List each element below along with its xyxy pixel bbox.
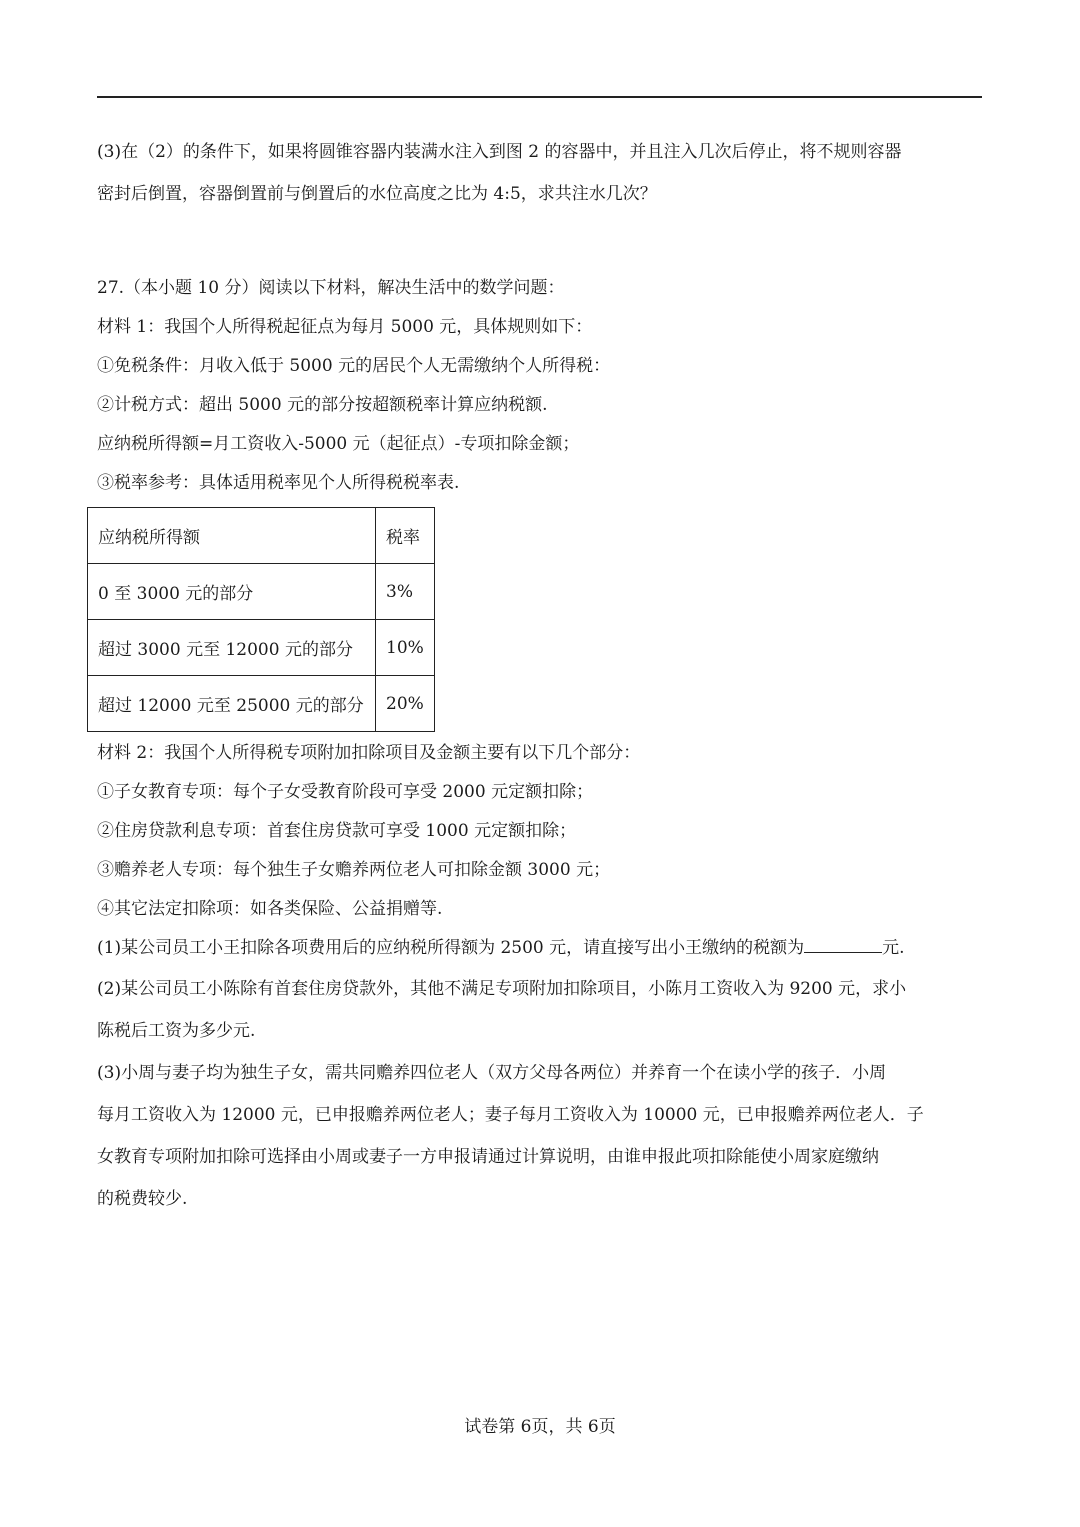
q27-part3-line2: 每月工资收入为 12000 元，已申报赡养两位老人；妻子每月工资收入为 10000 元，已申报赡养两位老人．子 [97, 1105, 924, 1125]
q27-part3-line4: 的税费较少. [97, 1189, 188, 1209]
page-content [97, 131, 987, 1220]
q26-part3-line2: 密封后倒置，容器倒置前与倒置后的水位高度之比为 4:5，求共注水几次？ [97, 184, 657, 204]
question-spacer [97, 215, 987, 269]
material1-title: 材料 1：我国个人所得税起征点为每月 5000 元，具体规则如下： [97, 317, 593, 337]
q27-part3-line3: 女教育专项附加扣除可选择由小周或妻子一方申报请通过计算说明，由谁申报此项扣除能使小周家庭缴纳 [97, 1147, 879, 1167]
q27-part3-line1: (3)小周与妻子均为独生子女，需共同赡养四位老人（双方父母各两位）并养育一个在读小学的孩子．小周 [97, 1063, 887, 1083]
table-cell-bracket: 0 至 3000 元的部分 [88, 564, 376, 620]
q27-part1-unit: 元. [882, 938, 905, 958]
material2-item2: ②住房贷款利息专项：首套住房贷款可享受 1000 元定额扣除； [97, 821, 577, 841]
table-header-row [88, 508, 435, 564]
q26-part3-line1: (3)在（2）的条件下，如果将圆锥容器内装满水注入到图 2 的容器中，并且注入几次后停止，将不规则容器 [97, 142, 902, 162]
q27-part2-line1: (2)某公司员工小陈除有首套住房贷款外，其他不满足专项附加扣除项目，小陈月工资收入为 9200 元，求小 [97, 979, 907, 999]
answer-blank [804, 936, 882, 953]
material2-item3: ③赡养老人专项：每个独生子女赡养两位老人可扣除金额 3000 元； [97, 860, 611, 880]
material2-title: 材料 2：我国个人所得税专项附加扣除项目及金额主要有以下几个部分： [97, 743, 641, 763]
table-cell-bracket: 超过 12000 元至 25000 元的部分 [88, 676, 376, 732]
material1-item3: ③税率参考：具体适用税率见个人所得税税率表. [97, 473, 460, 493]
table-row [88, 676, 435, 732]
q27-part2-line2: 陈税后工资为多少元. [97, 1021, 256, 1041]
header-rule [97, 96, 982, 98]
table-cell-rate: 20% [376, 676, 435, 732]
material1-item2: ②计税方式：超出 5000 元的部分按超额税率计算应纳税额. [97, 395, 548, 415]
q27-header: 27.（本小题 10 分）阅读以下材料，解决生活中的数学问题： [97, 278, 565, 298]
table-header-income: 应纳税所得额 [88, 508, 376, 564]
page-footer: 试卷第 6页，共 6页 [464, 1417, 616, 1437]
material1-item1: ①免税条件：月收入低于 5000 元的居民个人无需缴纳个人所得税： [97, 356, 611, 376]
table-row [88, 620, 435, 676]
q27-part1 [97, 929, 987, 968]
q27-part1-text: (1)某公司员工小王扣除各项费用后的应纳税所得额为 2500 元，请直接写出小王缴纳的税额为 [97, 938, 805, 958]
table-cell-bracket: 超过 3000 元至 12000 元的部分 [88, 620, 376, 676]
material2-item4: ④其它法定扣除项：如各类保险、公益捐赠等. [97, 899, 443, 919]
material2-item1: ①子女教育专项：每个子女受教育阶段可享受 2000 元定额扣除； [97, 782, 594, 802]
table-row [88, 564, 435, 620]
table-cell-rate: 10% [376, 620, 435, 676]
material1-formula: 应纳税所得额=月工资收入-5000 元（起征点）-专项扣除金额； [97, 434, 580, 454]
table-cell-rate: 3% [376, 564, 435, 620]
tax-rate-table [87, 507, 435, 732]
table-header-rate: 税率 [376, 508, 435, 564]
